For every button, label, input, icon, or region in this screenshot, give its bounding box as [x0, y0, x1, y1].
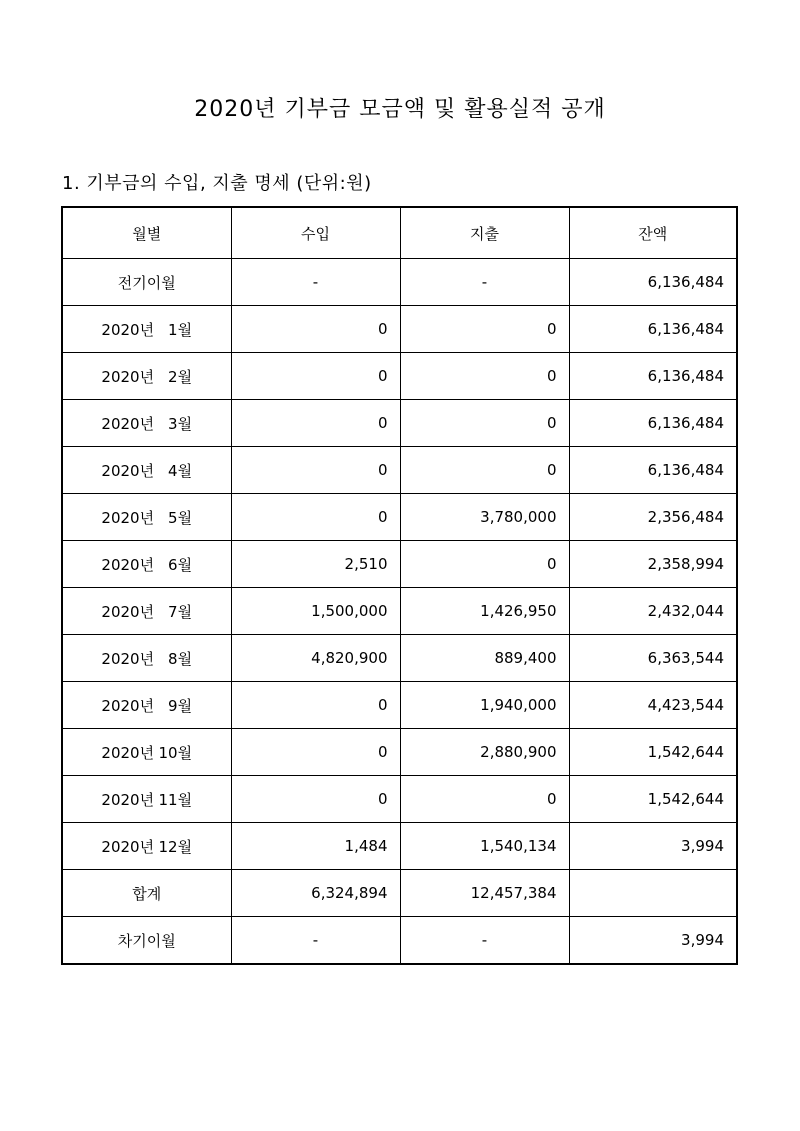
expense-cell: - — [400, 259, 569, 306]
row-month: 3월 — [168, 414, 193, 433]
balance-cell: 6,136,484 — [569, 400, 737, 447]
row-label — [62, 823, 231, 870]
income-cell: 6,324,894 — [231, 870, 400, 917]
balance-cell: 2,432,044 — [569, 588, 737, 635]
row-month: 8월 — [168, 649, 193, 668]
income-cell: - — [231, 917, 400, 965]
balance-cell — [569, 870, 737, 917]
balance-cell: 1,542,644 — [569, 729, 737, 776]
row-label — [62, 776, 231, 823]
balance-cell: 6,363,544 — [569, 635, 737, 682]
row-year: 2020년 — [101, 696, 155, 715]
table-row — [62, 447, 737, 494]
row-year: 2020년 — [101, 790, 155, 809]
income-cell: 0 — [231, 306, 400, 353]
row-label — [62, 353, 231, 400]
row-label: 차기이월 — [62, 917, 231, 965]
row-month: 12월 — [158, 837, 193, 856]
expense-cell: 0 — [400, 400, 569, 447]
table-row — [62, 635, 737, 682]
row-label — [62, 588, 231, 635]
header-month: 월별 — [62, 207, 231, 259]
balance-cell: 3,994 — [569, 823, 737, 870]
row-label — [62, 635, 231, 682]
row-year: 2020년 — [101, 649, 155, 668]
expense-cell: - — [400, 917, 569, 965]
table-row — [62, 353, 737, 400]
table-row-carryover — [62, 917, 737, 965]
row-year: 2020년 — [101, 461, 155, 480]
row-month: 10월 — [158, 743, 193, 762]
table-row — [62, 682, 737, 729]
row-year: 2020년 — [101, 602, 155, 621]
row-month: 7월 — [168, 602, 193, 621]
income-cell: 4,820,900 — [231, 635, 400, 682]
row-label — [62, 541, 231, 588]
balance-cell: 1,542,644 — [569, 776, 737, 823]
table-row — [62, 729, 737, 776]
row-year: 2020년 — [101, 555, 155, 574]
expense-cell: 1,940,000 — [400, 682, 569, 729]
expense-cell: 0 — [400, 353, 569, 400]
row-label — [62, 447, 231, 494]
expense-cell: 0 — [400, 541, 569, 588]
expense-cell: 0 — [400, 306, 569, 353]
row-label — [62, 306, 231, 353]
table-row — [62, 400, 737, 447]
income-cell: 0 — [231, 729, 400, 776]
table-row — [62, 541, 737, 588]
balance-cell: 3,994 — [569, 917, 737, 965]
row-year: 2020년 — [101, 320, 155, 339]
row-label — [62, 400, 231, 447]
section-heading: 1. 기부금의 수입, 지출 명세 (단위:원) — [62, 173, 372, 194]
income-cell: 0 — [231, 494, 400, 541]
donation-ledger-table — [61, 206, 738, 965]
row-month: 4월 — [168, 461, 193, 480]
row-year: 2020년 — [101, 367, 155, 386]
row-label — [62, 494, 231, 541]
table-row — [62, 776, 737, 823]
income-cell: 0 — [231, 682, 400, 729]
table-row — [62, 588, 737, 635]
header-income: 수입 — [231, 207, 400, 259]
row-label: 합계 — [62, 870, 231, 917]
balance-cell: 6,136,484 — [569, 447, 737, 494]
table-row — [62, 259, 737, 306]
income-cell: 0 — [231, 447, 400, 494]
row-label — [62, 729, 231, 776]
table-row — [62, 823, 737, 870]
row-month: 6월 — [168, 555, 193, 574]
row-month: 2월 — [168, 367, 193, 386]
balance-cell: 4,423,544 — [569, 682, 737, 729]
expense-cell: 889,400 — [400, 635, 569, 682]
expense-cell: 12,457,384 — [400, 870, 569, 917]
expense-cell: 3,780,000 — [400, 494, 569, 541]
income-cell: 1,500,000 — [231, 588, 400, 635]
table-header-row — [62, 207, 737, 259]
expense-cell: 0 — [400, 447, 569, 494]
row-year: 2020년 — [101, 508, 155, 527]
row-label — [62, 682, 231, 729]
expense-cell: 1,540,134 — [400, 823, 569, 870]
row-month: 9월 — [168, 696, 193, 715]
income-cell: - — [231, 259, 400, 306]
income-cell: 2,510 — [231, 541, 400, 588]
expense-cell: 2,880,900 — [400, 729, 569, 776]
row-year: 2020년 — [101, 837, 155, 856]
expense-cell: 0 — [400, 776, 569, 823]
row-month: 1월 — [168, 320, 193, 339]
income-cell: 0 — [231, 353, 400, 400]
table-row — [62, 306, 737, 353]
document-title: 2020년 기부금 모금액 및 활용실적 공개 — [194, 97, 606, 122]
row-month: 5월 — [168, 508, 193, 527]
table-row-total — [62, 870, 737, 917]
header-balance: 잔액 — [569, 207, 737, 259]
header-expense: 지출 — [400, 207, 569, 259]
row-year: 2020년 — [101, 414, 155, 433]
row-year: 2020년 — [101, 743, 155, 762]
income-cell: 1,484 — [231, 823, 400, 870]
balance-cell: 6,136,484 — [569, 259, 737, 306]
income-cell: 0 — [231, 400, 400, 447]
balance-cell: 2,358,994 — [569, 541, 737, 588]
row-label: 전기이월 — [62, 259, 231, 306]
balance-cell: 6,136,484 — [569, 353, 737, 400]
income-cell: 0 — [231, 776, 400, 823]
row-month: 11월 — [158, 790, 193, 809]
balance-cell: 2,356,484 — [569, 494, 737, 541]
table-row — [62, 494, 737, 541]
expense-cell: 1,426,950 — [400, 588, 569, 635]
balance-cell: 6,136,484 — [569, 306, 737, 353]
